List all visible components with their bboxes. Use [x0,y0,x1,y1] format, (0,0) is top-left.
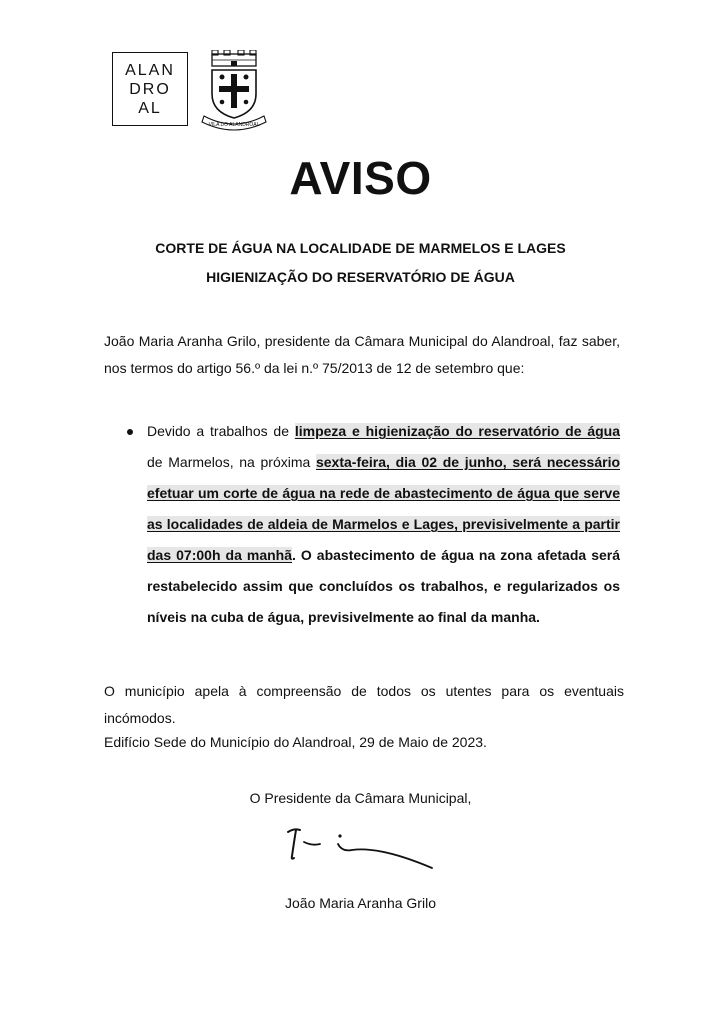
logo-line-1: ALAN [125,61,175,79]
crest-motto: VILA DO ALANDROAL [208,122,260,128]
municipal-crest [198,50,270,132]
bullet-text [147,416,620,633]
intro-paragraph: João Maria Aranha Grilo, presidente da Câmara Municipal do Alandroal, faz saber, nos termos do artigo 56.º da lei n.º 75/2013 de 12 de setembro que: [104,333,620,376]
alandroal-logo [112,52,188,126]
place-date: Edifício Sede do Município do Alandroal, 29 de Maio de 2023. [104,734,487,750]
bullet-part-5: . O abastecimento de água na zona afetada será restabelecido assim que concluídos os trabalhos, e regularizados os níveis na cuba de água, previsivelmente ao final da manha. [147,547,620,625]
bullet-highlight-2: sexta-feira, dia 02 de junho, será necessário efetuar um corte de água na rede de abastecimento de água que serve as localidades de aldeia de Marmelos e Lages, previsivelmente a partir das 07:00h da manhã [147,454,621,563]
appeal-paragraph: O município apela à compreensão de todos os utentes para os eventuais incómodos. [104,683,624,726]
bullet-dot-icon [127,429,133,435]
handwritten-signature [280,822,440,882]
bullet-part-3: de Marmelos, na próxima [147,454,316,470]
bullet-highlight-1: limpeza e higienização do reservatório de água [294,423,621,439]
subtitle-reservoir: HIGIENIZAÇÃO DO RESERVATÓRIO DE ÁGUA [206,269,515,285]
signature-name: João Maria Aranha Grilo [285,895,436,911]
logo-line-2: DRO [129,80,171,98]
signature-role: O Presidente da Câmara Municipal, [249,790,472,806]
subtitle-water-cut: CORTE DE ÁGUA NA LOCALIDADE DE MARMELOS E LAGES [155,240,566,256]
page-title: AVISO [289,152,432,204]
bullet-part-1: Devido a trabalhos de [147,423,295,439]
logo-line-3: AL [138,99,162,117]
